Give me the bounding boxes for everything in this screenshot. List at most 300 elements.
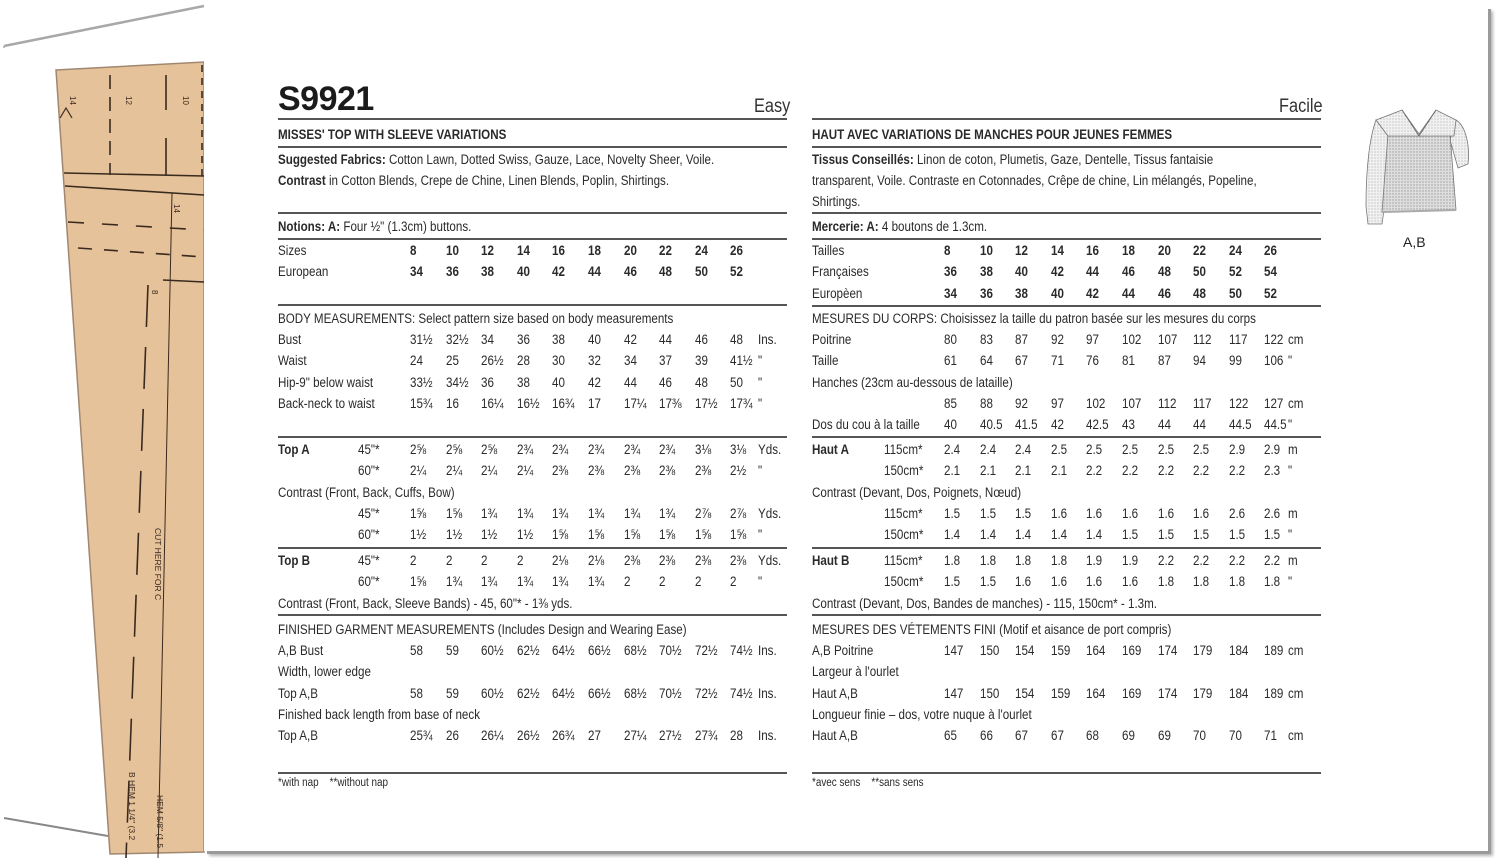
- cell-size-24: 48: [694, 374, 708, 390]
- fabric-width: 45"*: [358, 442, 380, 457]
- cell-size-8: 34: [410, 264, 423, 280]
- body-measurement-row: [812, 394, 1332, 414]
- row-label: Sizes: [278, 243, 307, 258]
- cell-size-16: 1.6: [1086, 505, 1103, 521]
- cell-size-18: 107: [1122, 395, 1142, 411]
- cell-size-22: 48: [1193, 285, 1207, 301]
- cell-size-20: 44: [623, 374, 637, 390]
- cell-size-16: 1¾: [552, 574, 569, 590]
- cell-size-16: 1⅝: [552, 527, 569, 543]
- row-label: Dos du cou à la taille: [812, 417, 920, 433]
- finished-measurement-row: [812, 641, 1332, 661]
- unit-label: m: [1288, 553, 1298, 568]
- cell-size-16: 16: [552, 243, 566, 258]
- unit-label: Ins.: [758, 685, 777, 701]
- fabric-width: 150cm*: [884, 463, 924, 479]
- cell-size-18: 2¾: [588, 442, 605, 457]
- unit-label: cm: [1288, 728, 1304, 744]
- cell-size-12: 60½: [481, 643, 504, 658]
- row-label: Haut B: [812, 553, 850, 568]
- divider: [812, 305, 1321, 307]
- cell-size-26: 1.5: [1264, 527, 1281, 543]
- cell-size-12: 1½: [481, 527, 498, 543]
- cell-size-12: 34: [481, 332, 495, 347]
- divider: [278, 212, 787, 214]
- cell-size-26: 71: [1264, 728, 1278, 744]
- cell-size-20: 174: [1157, 643, 1177, 658]
- notions-label: Notions: A:: [278, 219, 341, 234]
- finished-measurement-row: [278, 684, 798, 704]
- cell-size-10: 150: [979, 643, 999, 658]
- cell-size-12: 67: [1015, 353, 1029, 369]
- cell-size-10: 59: [445, 643, 459, 658]
- unit-label: ": [758, 353, 763, 369]
- cell-size-18: 32: [588, 353, 601, 369]
- cell-size-22: 117: [1193, 395, 1212, 411]
- cell-size-12: 38: [481, 264, 495, 280]
- cell-size-20: 68½: [623, 685, 647, 701]
- cell-size-24: 184: [1228, 685, 1249, 701]
- cell-size-16: 42: [1086, 285, 1100, 301]
- cell-size-10: 59: [445, 685, 459, 701]
- finished-measurement-row: [278, 641, 798, 661]
- cell-size-20: 17¼: [623, 395, 647, 411]
- bodice: [1382, 134, 1456, 212]
- cell-size-10: 36: [979, 285, 993, 301]
- cell-size-8: 8: [410, 243, 417, 258]
- notions-label-fr: Mercerie: A:: [812, 219, 879, 234]
- cell-size-10: 1⅝: [445, 505, 462, 521]
- cell-size-8: 80: [944, 332, 957, 347]
- row-label: Waist: [278, 353, 307, 369]
- cell-size-24: 1⅝: [694, 527, 711, 543]
- notions-text-fr: 4 boutons de 1.3cm.: [878, 219, 988, 234]
- cell-size-24: 27¾: [694, 728, 718, 744]
- cell-size-12: 154: [1015, 685, 1035, 701]
- cell-size-26: 28: [730, 728, 744, 744]
- cell-size-22: 22: [659, 243, 673, 258]
- finished-measurement-row: [812, 662, 1332, 682]
- contrast-line-fr-row: [812, 594, 1213, 614]
- contrast-heading: Contrast (Front, Back, Cuffs, Bow): [278, 484, 455, 500]
- cell-size-8: 2¼: [410, 463, 427, 479]
- fabric-width: 150cm*: [884, 527, 924, 543]
- cell-size-8: 61: [944, 353, 957, 369]
- tissue-marking: 10: [181, 96, 190, 105]
- row-label: Françaises: [812, 264, 869, 280]
- cell-size-12: 38: [1015, 285, 1029, 301]
- yardage-row: [812, 572, 1332, 592]
- cell-size-18: 42: [588, 374, 601, 390]
- unit-label: cm: [1288, 643, 1304, 658]
- yardage-row: [278, 504, 798, 524]
- cell-size-10: 2.4: [979, 442, 996, 457]
- divider: [278, 614, 787, 616]
- cell-size-16: 2.2: [1086, 463, 1103, 479]
- divider: [812, 212, 1321, 214]
- cell-size-16: 42: [552, 264, 566, 280]
- cell-size-16: 26¾: [552, 728, 575, 744]
- cell-size-18: 2⅜: [588, 463, 605, 479]
- view-label: A,B: [1403, 234, 1426, 250]
- fabric-width: 150cm*: [884, 574, 924, 590]
- cell-size-22: 2: [659, 574, 666, 590]
- row-label: Largeur à l'ourlet: [812, 664, 899, 680]
- body-measurement-row: [812, 330, 1332, 350]
- cell-size-20: 20: [1157, 243, 1171, 258]
- contrast-line-row: [278, 594, 620, 614]
- cell-size-18: 2.5: [1122, 442, 1139, 457]
- contrast-heading-fr-row: [812, 483, 1055, 503]
- unit-label: cm: [1288, 685, 1304, 701]
- unit-label: m: [1288, 442, 1298, 457]
- cell-size-24: 2.6: [1228, 505, 1245, 521]
- row-label: Top A,B: [278, 728, 319, 744]
- cell-size-10: 1.4: [979, 527, 996, 543]
- cell-size-26: 52: [730, 264, 744, 280]
- unit-label: cm: [1288, 395, 1304, 411]
- cell-size-8: 147: [944, 685, 964, 701]
- cell-size-8: 1.5: [944, 505, 961, 521]
- unit-label: m: [1288, 505, 1298, 521]
- body-measurements-heading: BODY MEASUREMENTS: Select pattern size based on body measurements: [278, 311, 674, 326]
- cell-size-18: 1.6: [1122, 574, 1139, 590]
- cell-size-22: 27½: [659, 728, 682, 744]
- cell-size-16: 2⅜: [552, 463, 569, 479]
- fabric-width: 115cm*: [884, 505, 923, 521]
- cell-size-10: 16: [445, 395, 459, 411]
- cell-size-16: 40: [552, 374, 566, 390]
- contrast-line: Contrast (Front, Back, Sleeve Bands) - 45, 60"* - 1⅜ yds.: [278, 595, 573, 611]
- cell-size-8: 85: [944, 395, 957, 411]
- cell-size-8: 34: [944, 285, 957, 301]
- cell-size-26: 52: [1264, 285, 1278, 301]
- cell-size-24: 39: [694, 353, 708, 369]
- cell-size-22: 1¾: [659, 505, 676, 521]
- cell-size-10: 1.8: [979, 553, 996, 568]
- unit-label: Yds.: [758, 442, 782, 457]
- cell-size-10: 83: [979, 332, 993, 347]
- row-label: Haut A,B: [812, 685, 858, 701]
- cell-size-10: 34½: [445, 374, 469, 390]
- cell-size-22: 46: [659, 374, 673, 390]
- row-label: A,B Bust: [278, 643, 324, 658]
- cell-size-26: 2⅞: [730, 505, 747, 521]
- cell-size-24: 50: [1228, 285, 1242, 301]
- cell-size-24: 117: [1228, 332, 1248, 347]
- cell-size-24: 2⅞: [694, 505, 711, 521]
- cell-size-10: 36: [445, 264, 459, 280]
- cell-size-8: 31½: [410, 332, 433, 347]
- cell-size-12: 60½: [481, 685, 504, 701]
- cell-size-18: 1⅝: [588, 527, 605, 543]
- fabric-width: 115cm*: [884, 553, 923, 568]
- cell-size-12: 1.5: [1015, 505, 1032, 521]
- cell-size-26: 189: [1264, 685, 1284, 701]
- unit-label: ": [1288, 574, 1293, 590]
- cell-size-20: 42: [623, 332, 637, 347]
- yardage-row: [278, 551, 798, 571]
- unit-label: ": [1288, 353, 1293, 369]
- row-label: Finished back length from base of neck: [278, 706, 481, 722]
- cell-size-24: 70: [1228, 728, 1242, 744]
- divider: [278, 146, 787, 148]
- cell-size-10: 2: [445, 553, 453, 568]
- cell-size-24: 50: [694, 264, 708, 280]
- cell-size-20: 2.2: [1157, 553, 1174, 568]
- cell-size-26: 50: [730, 374, 744, 390]
- divider: [278, 238, 787, 240]
- cell-size-10: 26: [445, 728, 459, 744]
- cell-size-16: 64½: [552, 685, 575, 701]
- cell-size-18: 43: [1122, 417, 1135, 433]
- cell-size-24: 99: [1228, 353, 1242, 369]
- cell-size-8: 24: [410, 353, 423, 369]
- cell-size-10: 1¾: [445, 574, 462, 590]
- divider: [278, 436, 787, 438]
- cell-size-16: 2⅛: [552, 553, 569, 568]
- cell-size-14: 2¾: [516, 442, 533, 457]
- cell-size-18: 27: [588, 728, 601, 744]
- cell-size-26: 54: [1264, 264, 1278, 280]
- cell-size-16: 16¾: [552, 395, 575, 411]
- tissue-hem-text: HEM 5/8" (1.5: [155, 795, 165, 849]
- fabrics-text: Cotton Lawn, Dotted Swiss, Gauze, Lace, Novelty Sheer, Voile.: [385, 152, 715, 167]
- fabric-width: 45"*: [358, 553, 380, 568]
- pattern-heading: MISSES' TOP WITH SLEEVE VARIATIONS: [278, 127, 507, 142]
- cell-size-16: 97: [1086, 332, 1100, 347]
- cell-size-18: 1¾: [588, 574, 605, 590]
- cell-size-22: 44: [659, 332, 673, 347]
- cell-size-20: 68½: [623, 643, 647, 658]
- cell-size-20: 44: [1157, 417, 1171, 433]
- tissue-hem-b-text: B HEM 1 1/4" (3.2: [127, 772, 137, 841]
- cell-size-26: 74½: [730, 685, 753, 701]
- cell-size-12: 2⅝: [481, 442, 498, 457]
- cell-size-20: 2⅜: [623, 553, 640, 568]
- cell-size-8: 1.4: [944, 527, 961, 543]
- row-label: Top A,B: [278, 685, 319, 701]
- fabrics-label-fr: Tissus Conseillés:: [812, 152, 914, 167]
- cell-size-8: 147: [944, 643, 964, 658]
- cell-size-8: 58: [410, 643, 423, 658]
- body-measurement-row: [278, 373, 798, 393]
- cell-size-8: 65: [944, 728, 957, 744]
- finished-measurement-row: [812, 705, 1332, 725]
- unit-label: ": [758, 527, 763, 543]
- cell-size-24: 24: [694, 243, 708, 258]
- size-row: [812, 284, 1332, 304]
- cell-size-10: 10: [979, 243, 993, 258]
- cell-size-16: 16: [1086, 243, 1100, 258]
- cell-size-10: 25: [445, 353, 459, 369]
- row-label: Width, lower edge: [278, 664, 371, 680]
- cell-size-10: 66: [979, 728, 993, 744]
- cell-size-18: 18: [588, 243, 601, 258]
- cell-size-24: 2⅜: [694, 553, 711, 568]
- finished-measurement-row: [812, 684, 1332, 704]
- cell-size-18: 1.9: [1122, 553, 1139, 568]
- yardage-row: [812, 525, 1332, 545]
- cell-size-18: 66½: [588, 685, 611, 701]
- cell-size-22: 1⅝: [659, 527, 676, 543]
- cell-size-24: 2: [694, 574, 702, 590]
- cell-size-16: 2.5: [1086, 442, 1103, 457]
- cell-size-20: 112: [1157, 395, 1177, 411]
- fabric-width: 60"*: [358, 527, 380, 543]
- cell-size-20: 2: [623, 574, 631, 590]
- cell-size-10: 88: [979, 395, 993, 411]
- cell-size-10: 1½: [445, 527, 462, 543]
- unit-label: Ins.: [758, 643, 777, 658]
- cell-size-18: 1.5: [1122, 527, 1139, 543]
- cell-size-18: 1¾: [588, 505, 605, 521]
- difficulty-label-fr: Facile: [1279, 96, 1323, 117]
- cell-size-8: 8: [944, 243, 951, 258]
- garment-illustration: [1362, 106, 1472, 236]
- cell-size-14: 16½: [516, 395, 540, 411]
- divider: [278, 118, 787, 120]
- cell-size-18: 2.2: [1122, 463, 1139, 479]
- row-label: Hip-9" below waist: [278, 374, 374, 390]
- unit-label: ": [758, 463, 763, 479]
- cell-size-20: 1.5: [1157, 527, 1174, 543]
- unit-label: ": [758, 574, 763, 590]
- cell-size-22: 2¾: [659, 442, 676, 457]
- cell-size-10: 150: [979, 685, 999, 701]
- cell-size-16: 68: [1086, 728, 1100, 744]
- unit-label: cm: [1288, 332, 1304, 347]
- contrast-label: Contrast: [278, 173, 326, 188]
- cell-size-10: 1.5: [979, 574, 996, 590]
- cell-size-14: 67: [1050, 728, 1064, 744]
- fabric-width: 60"*: [358, 463, 380, 479]
- cell-size-22: 1.5: [1193, 527, 1210, 543]
- cell-size-14: 1.4: [1050, 527, 1067, 543]
- cell-size-18: 1.6: [1122, 505, 1139, 521]
- cell-size-22: 17⅜: [659, 395, 682, 411]
- cell-size-14: 26½: [516, 728, 540, 744]
- cell-size-20: 107: [1157, 332, 1177, 347]
- cell-size-16: 1.6: [1086, 574, 1103, 590]
- finished-measurement-row: [278, 662, 798, 682]
- cell-size-16: 1¾: [552, 505, 569, 521]
- cell-size-26: 189: [1264, 643, 1284, 658]
- yardage-row: [812, 551, 1332, 571]
- row-label: Haut A,B: [812, 728, 858, 744]
- cell-size-10: 2¼: [445, 463, 462, 479]
- cell-size-24: 17½: [694, 395, 718, 411]
- cell-size-26: 1⅝: [730, 527, 747, 543]
- cell-size-22: 2.2: [1193, 553, 1210, 568]
- cell-size-20: 1⅝: [623, 527, 640, 543]
- cell-size-22: 2⅜: [659, 463, 676, 479]
- body-measurement-row: [812, 415, 1332, 435]
- cell-size-20: 2.2: [1157, 463, 1174, 479]
- cell-size-26: 74½: [730, 643, 753, 658]
- cell-size-18: 169: [1122, 643, 1142, 658]
- body-measurement-row: [278, 394, 798, 414]
- cell-size-14: 1½: [516, 527, 533, 543]
- fabrics-text-fr-2: transparent, Voile. Contraste en Cotonnades, Crêpe de chine, Lin mélangés, Popeline,: [812, 173, 1257, 188]
- cell-size-8: 1⅝: [410, 505, 427, 521]
- cell-size-18: 169: [1122, 685, 1142, 701]
- cell-size-14: 42: [1050, 417, 1064, 433]
- divider: [812, 146, 1321, 148]
- cell-size-20: 48: [1157, 264, 1171, 280]
- cell-size-14: 42: [1050, 264, 1064, 280]
- cell-size-24: 52: [1228, 264, 1242, 280]
- cell-size-14: 1¾: [516, 505, 533, 521]
- cell-size-18: 44: [1122, 285, 1135, 301]
- cell-size-26: 26: [730, 243, 744, 258]
- yardage-row: [278, 440, 798, 460]
- cell-size-22: 94: [1193, 353, 1207, 369]
- cell-size-26: 2: [730, 574, 737, 590]
- cell-size-18: 17: [588, 395, 601, 411]
- cell-size-14: 1.8: [1050, 553, 1067, 568]
- cell-size-8: 2⅝: [410, 442, 427, 457]
- cell-size-26: 2⅜: [730, 553, 747, 568]
- divider: [278, 547, 787, 549]
- cell-size-12: 40: [1015, 264, 1029, 280]
- cell-size-20: 87: [1157, 353, 1171, 369]
- cell-size-26: 3⅛: [730, 442, 747, 457]
- cell-size-14: 159: [1050, 685, 1071, 701]
- unit-label: Ins.: [758, 332, 777, 347]
- fabrics-label: Suggested Fabrics:: [278, 152, 386, 167]
- cell-size-14: 62½: [516, 685, 540, 701]
- cell-size-12: 2.4: [1015, 442, 1032, 457]
- cell-size-14: 92: [1050, 332, 1064, 347]
- cell-size-20: 27¼: [623, 728, 647, 744]
- cell-size-20: 69: [1157, 728, 1171, 744]
- cell-size-14: 1¾: [516, 574, 533, 590]
- cell-size-12: 16¼: [481, 395, 504, 411]
- cell-size-16: 1.4: [1086, 527, 1103, 543]
- cell-size-10: 2⅝: [445, 442, 462, 457]
- cell-size-18: 40: [588, 332, 601, 347]
- cell-size-26: 17¾: [730, 395, 753, 411]
- finished-measurement-row: [278, 726, 798, 746]
- finished-measurement-row: [278, 705, 798, 725]
- cell-size-22: 44: [1193, 417, 1207, 433]
- row-label: Tailles: [812, 243, 845, 258]
- row-label: Poitrine: [812, 332, 852, 347]
- cell-size-12: 2.1: [1015, 463, 1032, 479]
- tissue-marking: 12: [124, 96, 133, 105]
- cell-size-16: 2¾: [552, 442, 569, 457]
- cell-size-22: 2⅜: [659, 553, 676, 568]
- cell-size-22: 1.8: [1193, 574, 1210, 590]
- cell-size-18: 18: [1122, 243, 1135, 258]
- cell-size-10: 64: [979, 353, 993, 369]
- unit-label: ": [1288, 463, 1293, 479]
- cell-size-16: 38: [552, 332, 566, 347]
- cell-size-20: 20: [623, 243, 637, 258]
- cell-size-16: 102: [1086, 395, 1106, 411]
- row-label: Top B: [278, 553, 311, 568]
- body-measurement-row: [278, 330, 798, 350]
- divider: [812, 118, 1321, 120]
- divider: [812, 436, 1321, 438]
- cell-size-26: 2.2: [1264, 553, 1281, 568]
- cell-size-18: 46: [1122, 264, 1135, 280]
- cell-size-22: 48: [659, 264, 673, 280]
- cell-size-12: 41.5: [1015, 417, 1038, 433]
- cell-size-8: 1.8: [944, 553, 961, 568]
- finished-measurement-row: [812, 726, 1332, 746]
